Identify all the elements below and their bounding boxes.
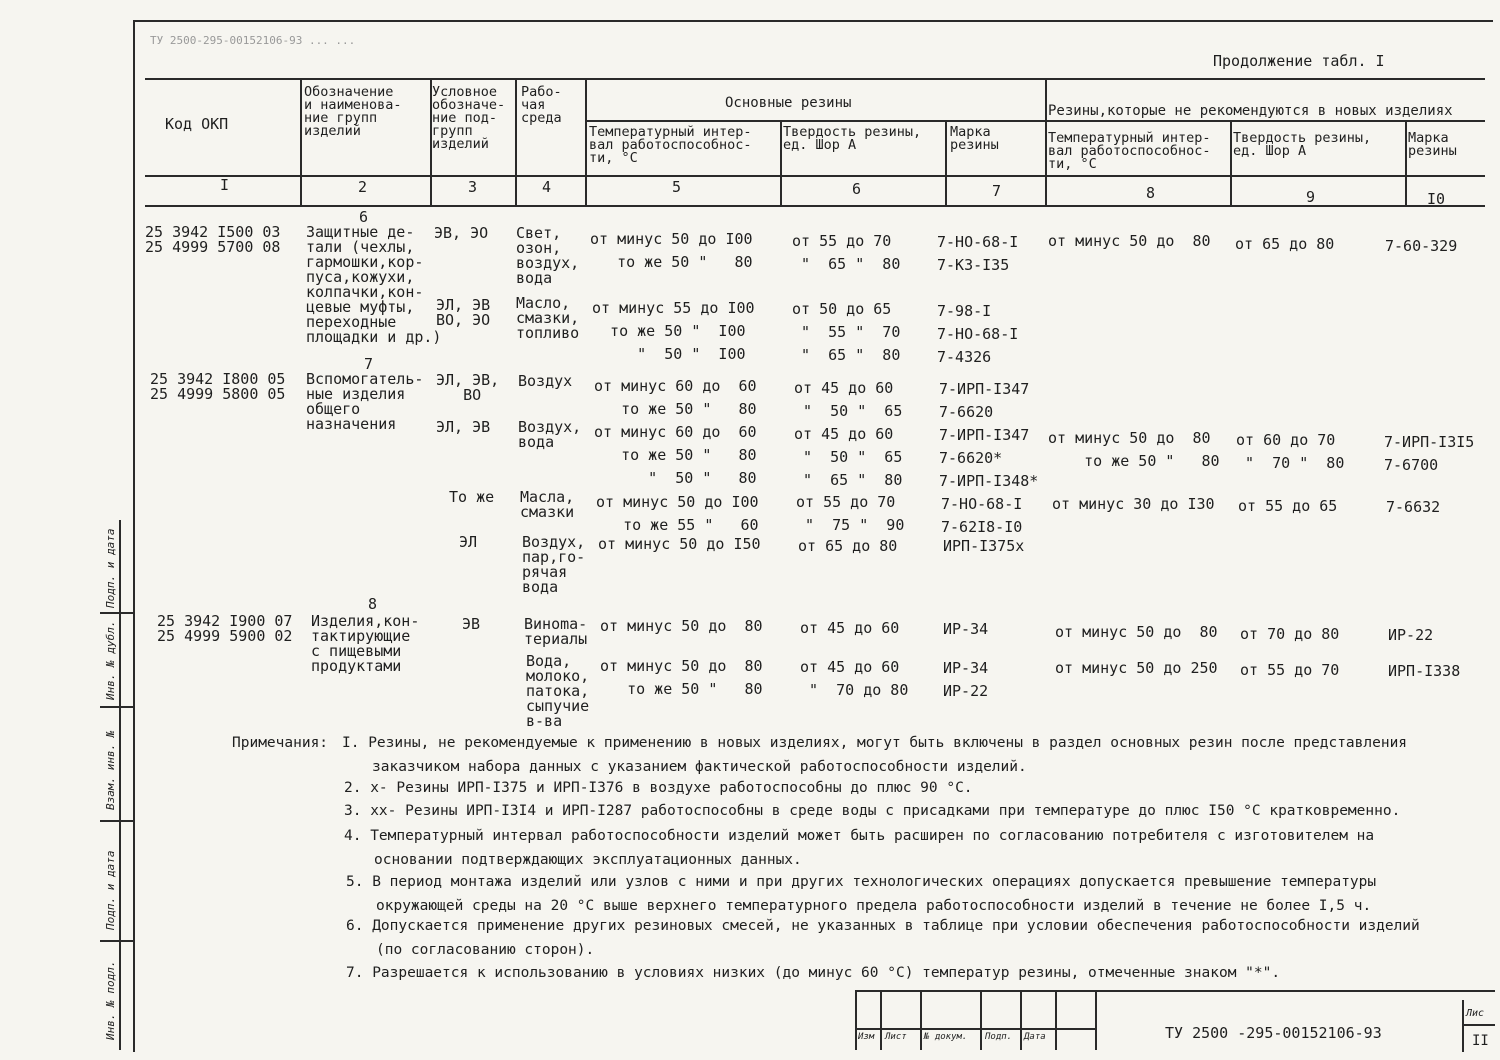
- colnum-6: 6: [852, 180, 862, 198]
- header-hard: Твердость резины, ед. Шор А: [783, 124, 922, 153]
- header-subgroup: Условное обозначе- ние под- групп изделий: [432, 84, 506, 152]
- group-num-6: 6: [359, 208, 369, 226]
- row2-temp: от минус 60 до 60 то же 50 " 80: [594, 377, 757, 418]
- row0-mark2: 7-60-329: [1385, 237, 1458, 255]
- colnum-7: 7: [992, 182, 1002, 200]
- note-6: 6. Допускается применение других резиновых смесей, не указанных в таблице при условии обеспечения работоспособности изделий: [346, 918, 1420, 934]
- header-group: Обозначение и наименова- ние групп изделий: [304, 84, 402, 139]
- note-4b: основании подтверждающих эксплуатационных данных.: [374, 852, 802, 868]
- colnum-8: 8: [1146, 184, 1156, 202]
- row3-temp2: от минус 50 до 80 то же 50 " 80: [1048, 429, 1220, 470]
- side-label-2: Инв. № дубл.: [104, 620, 117, 700]
- row0-medium: Свет, озон, воздух, вода: [516, 224, 580, 287]
- side-strip-left: [119, 520, 121, 1050]
- stamp-col-data: Дата: [1024, 1032, 1046, 1042]
- notes-title: Примечания:: [232, 735, 329, 751]
- row2-hard: от 45 до 60 " 50 " 65: [794, 379, 903, 420]
- row4-mark: 7-НО-68-I 7-62I8-I0: [941, 495, 1023, 536]
- row6-temp2: от минус 50 до 80: [1055, 623, 1218, 641]
- row3-temp: от минус 60 до 60 то же 50 " 80 " 50 " 80: [594, 423, 757, 487]
- header-hard2: Твердость резины, ед. Шор А: [1233, 130, 1372, 159]
- stamp-col-dokum: № докум.: [924, 1032, 968, 1042]
- row4-temp2: от минус 30 до I30: [1052, 495, 1215, 513]
- group-name-7: Вспомогатель- ные изделия общего назначения: [306, 370, 424, 433]
- row7-mark2: ИРП-I338: [1388, 662, 1461, 680]
- stamp-col-list: Лист: [885, 1032, 907, 1042]
- side-label-3: Взам. инв. №: [104, 730, 117, 810]
- row6-mark2: ИР-22: [1388, 626, 1434, 644]
- row3-medium: Воздух, вода: [518, 418, 582, 451]
- row7-temp2: от минус 50 до 250: [1055, 659, 1218, 677]
- row4-sub: То же: [449, 488, 495, 506]
- row5-hard: от 65 до 80: [798, 537, 898, 555]
- colnum-4: 4: [542, 178, 552, 196]
- row3-hard: от 45 до 60 " 50 " 65 " 65 " 80: [794, 425, 903, 489]
- side-label-5: Инв. № подл.: [104, 960, 117, 1040]
- row1-temp: от минус 55 до I00 то же 50 " I00 " 50 " I00: [592, 299, 755, 363]
- header-kod-okp: Код ОКП: [165, 115, 229, 133]
- row4-medium: Масла, смазки: [520, 488, 575, 521]
- header-bottom-line: [145, 205, 1485, 207]
- row3-hard2: от 60 до 70 " 70 " 80: [1236, 431, 1345, 472]
- row2-sub: ЭЛ, ЭВ, ВО: [436, 371, 500, 404]
- row1-sub: ЭЛ, ЭВ ВО, ЭО: [436, 296, 491, 329]
- colnum-9: 9: [1306, 188, 1316, 206]
- row4-temp: от минус 50 до I00 то же 55 " 60: [596, 493, 759, 534]
- side-label-4: Подп. и дата: [104, 850, 117, 930]
- row5-temp: от минус 50 до I50: [598, 535, 761, 553]
- row0-temp2: от минус 50 до 80: [1048, 232, 1211, 250]
- stamp-sheet-number: II: [1472, 1033, 1489, 1049]
- colnum-2: 2: [358, 178, 368, 196]
- header-mark: Марка резины: [950, 124, 999, 153]
- row0-hard2: от 65 до 80: [1235, 235, 1335, 253]
- header-temp: Температурный интер- вал работоспособнос- ти, °С: [589, 124, 752, 166]
- colnum-5: 5: [672, 178, 682, 196]
- row0-sub: ЭВ, ЭО: [434, 224, 489, 242]
- note-3: 3. xx- Резины ИРП-I3I4 и ИРП-I287 работоспособны в среде воды с присадками при температуре до плюс I50 °С кратковременно.: [344, 803, 1401, 819]
- row4-mark2: 7-6632: [1386, 498, 1441, 516]
- row2-mark: 7-ИРП-I347 7-6620: [939, 380, 1030, 421]
- group-kod-8: 25 3942 I900 07 25 4999 5900 02: [157, 612, 293, 645]
- row3-mark: 7-ИРП-I347 7-6620* 7-ИРП-I348*: [939, 426, 1039, 490]
- group-name-6: Защитные де- тали (чехлы, гармошки,кор- пуса,кожухи, колпачки,кон- цевые муфты, переходные площадки и др.): [306, 223, 442, 346]
- group-kod-7: 25 3942 I800 05 25 4999 5800 05: [150, 370, 286, 403]
- header-medium: Рабо- чая среда: [521, 84, 562, 126]
- note-5b: окружающей среды на 20 °С выше верхнего температурного предела работоспособности изделий в течение не более I,5 ч.: [376, 898, 1372, 914]
- note-5: 5. В период монтажа изделий или узлов с ними и при других технологических операциях допускается превышение температуры: [346, 874, 1377, 890]
- continuation-label: Продолжение табл. I: [1213, 52, 1385, 70]
- row7-medium: Вода, молоко, патока, сыпучие в-ва: [526, 652, 590, 730]
- row1-mark: 7-98-I 7-НО-68-I 7-4326: [937, 302, 1019, 366]
- row6-hard: от 45 до 60: [800, 619, 900, 637]
- row4-hard2: от 55 до 65: [1238, 497, 1338, 515]
- group-kod-6: 25 3942 I500 03 25 4999 5700 08: [145, 223, 281, 256]
- note-6b: (по согласованию сторон).: [376, 942, 595, 958]
- stamp-sheet-label: Лис: [1466, 1008, 1485, 1019]
- colnum-10: I0: [1427, 190, 1446, 208]
- note-7: 7. Разрешается к использованию в условиях низких (до минус 60 °С) температур резины, отмеченные знаком "*".: [346, 965, 1281, 981]
- note-1b: заказчиком набора данных с указанием фактической работоспособности изделий.: [372, 759, 1027, 775]
- header-main-rubbers: Основные резины: [725, 95, 852, 111]
- header-mark2: Марка резины: [1408, 130, 1457, 159]
- side-label-1: Подп. и дата: [104, 528, 117, 608]
- row7-hard: от 45 до 60 " 70 до 80: [800, 658, 909, 699]
- colnum-1: I: [220, 176, 230, 194]
- group-name-8: Изделия,кон- тактирующие с пищевыми продуктами: [311, 612, 420, 675]
- header-noise: ТУ 2500-295-00152106-93 ... ...: [150, 34, 356, 47]
- row5-mark: ИРП-I375x: [943, 537, 1025, 555]
- stamp-top-line: [855, 990, 1495, 992]
- row3-mark2: 7-ИРП-I3I5 7-6700: [1384, 433, 1475, 474]
- row6-hard2: от 70 до 80: [1240, 625, 1340, 643]
- stamp-col-izm: Изм: [858, 1032, 875, 1042]
- note-2: 2. x- Резины ИРП-I375 и ИРП-I376 в воздухе работоспособны до плюс 90 °С.: [344, 780, 973, 796]
- row7-hard2: от 55 до 70: [1240, 661, 1340, 679]
- header-temp2: Температурный интер- вал работоспособнос- ти, °С: [1048, 130, 1211, 172]
- row6-medium: Виноma- териалы: [524, 615, 588, 648]
- header-notrec-rubbers: Резины,которые не рекомендуются в новых изделиях: [1048, 103, 1453, 119]
- row7-temp: от минус 50 до 80 то же 50 " 80: [600, 657, 763, 698]
- note-1: I. Резины, не рекомендуемые к применению в новых изделиях, могут быть включены в раздел основных резин после представления: [342, 735, 1408, 751]
- row7-mark: ИР-34 ИР-22: [943, 659, 989, 700]
- stamp-col-podp: Подп.: [985, 1032, 1013, 1042]
- colnum-3: 3: [468, 178, 478, 196]
- row1-hard: от 50 до 65 " 55 " 70 " 65 " 80: [792, 300, 901, 364]
- note-4: 4. Температурный интервал работоспособности изделий может быть расширен по согласованию потребителя с изготовителем на: [344, 828, 1375, 844]
- row0-hard: от 55 до 70 " 65 " 80: [792, 232, 901, 273]
- row2-medium: Воздух: [518, 372, 573, 390]
- header-top-line: [145, 78, 1485, 80]
- frame-top: [133, 20, 1493, 22]
- row6-sub: ЭВ: [462, 615, 481, 633]
- row0-mark: 7-НО-68-I 7-К3-I35: [937, 233, 1019, 274]
- row6-mark: ИР-34: [943, 620, 989, 638]
- row1-medium: Масло, смазки, топливо: [516, 294, 580, 342]
- row3-sub: ЭЛ, ЭВ: [436, 418, 491, 436]
- group-num-7: 7: [364, 355, 374, 373]
- row5-medium: Воздух, пар,го- рячая вода: [522, 533, 586, 596]
- group-num-8: 8: [368, 595, 378, 613]
- frame-left: [133, 22, 135, 1052]
- row4-hard: от 55 до 70 " 75 " 90: [796, 493, 905, 534]
- row5-sub: ЭЛ: [459, 533, 478, 551]
- stamp-doc-number: ТУ 2500 -295-00152106-93: [1165, 1024, 1382, 1042]
- row0-temp: от минус 50 до I00 то же 50 " 80: [590, 230, 753, 271]
- row6-temp: от минус 50 до 80: [600, 617, 763, 635]
